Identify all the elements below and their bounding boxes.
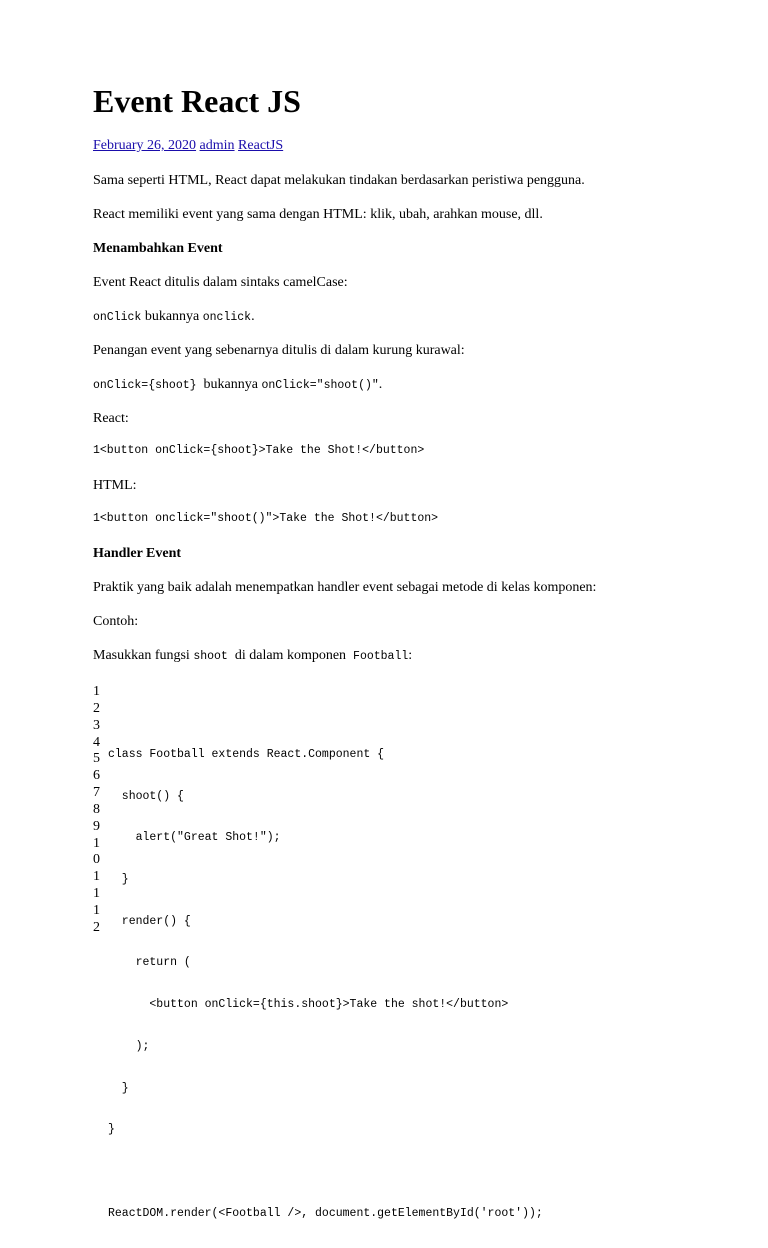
line-number: 8 [93, 801, 100, 817]
paragraph-events: React memiliki event yang sama dengan HTML: klik, ubah, arahkan mouse, dll. [93, 207, 543, 222]
code-html-button: 1<button onclick="shoot()">Take the Shot!</button> [93, 512, 439, 525]
code-line: shoot() { [108, 789, 184, 803]
code-line: } [108, 872, 129, 886]
page-title: Event React JS [93, 83, 301, 119]
code-react-button: 1<button onClick={shoot}>Take the Shot!</button> [93, 444, 425, 457]
inline-code: onclick [202, 311, 252, 324]
paragraph-onclick [93, 308, 255, 327]
code-line: ); [108, 1039, 150, 1053]
inline-text: . [378, 377, 383, 392]
inline-code: onClick="shoot()" [261, 379, 379, 392]
code-line: return ( [108, 956, 191, 970]
post-date-link[interactable]: February 26, 2020 [93, 138, 197, 153]
code-line: } [108, 1081, 129, 1095]
inline-code: onClick [93, 311, 142, 324]
paragraph-onclick-shoot [93, 376, 382, 395]
line-number: 5 [93, 751, 100, 767]
paragraph-example: Contoh: [93, 614, 139, 629]
inline-code: onClick={shoot} [93, 379, 197, 392]
line-number: 6 [93, 768, 100, 784]
code-line: render() { [108, 914, 191, 928]
paragraph-camelcase: Event React ditulis dalam sintaks camelCase: [93, 275, 348, 290]
inline-code: Football [353, 650, 409, 663]
paragraph-insert-shoot [93, 647, 412, 666]
line-number: 0 [93, 852, 100, 868]
label-react: React: [93, 411, 129, 426]
line-number: 1 [93, 869, 100, 885]
heading-handler-event: Handler Event [93, 546, 182, 561]
heading-add-event: Menambahkan Event [93, 241, 223, 256]
line-number: 2 [93, 700, 100, 716]
code-line: } [108, 1123, 115, 1137]
code-line: ReactDOM.render(<Football />, document.getElementById('root')); [108, 1206, 543, 1220]
line-number: 7 [93, 785, 100, 801]
inline-text: bukannya [141, 309, 203, 324]
paragraph-intro: Sama seperti HTML, React dapat melakukan tindakan berdasarkan peristiwa pengguna. [93, 173, 585, 188]
code-line: alert("Great Shot!"); [108, 831, 281, 845]
inline-text: Masukkan fungsi [93, 648, 194, 663]
paragraph-good-practice: Praktik yang baik adalah menempatkan handler event sebagai metode di kelas komponen: [93, 580, 597, 595]
line-number: 1 [93, 886, 100, 902]
paragraph-handler-braces: Penangan event yang sebenarnya ditulis di dalam kurung kurawal: [93, 343, 465, 358]
line-number: 1 [93, 684, 100, 699]
inline-text: bukannya [196, 377, 262, 392]
code-line: <button onClick={this.shoot}>Take the shot!</button> [108, 998, 509, 1012]
code-line-numbers [93, 684, 105, 937]
line-number: 3 [93, 717, 100, 733]
inline-text: : [408, 648, 413, 663]
category-link[interactable]: ReactJS [238, 138, 284, 153]
inline-text: di dalam komponen [227, 648, 354, 663]
inline-code: shoot [193, 650, 228, 663]
line-number: 2 [93, 919, 100, 935]
line-number: 1 [93, 902, 100, 918]
label-html: HTML: [93, 478, 137, 493]
author-link[interactable]: admin [199, 138, 235, 153]
line-number: 4 [93, 734, 100, 750]
post-meta [93, 138, 283, 154]
line-number: 1 [93, 835, 100, 851]
code-block-football [108, 720, 543, 1248]
code-line: class Football extends React.Component { [108, 747, 385, 761]
inline-text: . [251, 309, 255, 324]
line-number: 9 [93, 818, 100, 834]
code-line [108, 1165, 543, 1179]
